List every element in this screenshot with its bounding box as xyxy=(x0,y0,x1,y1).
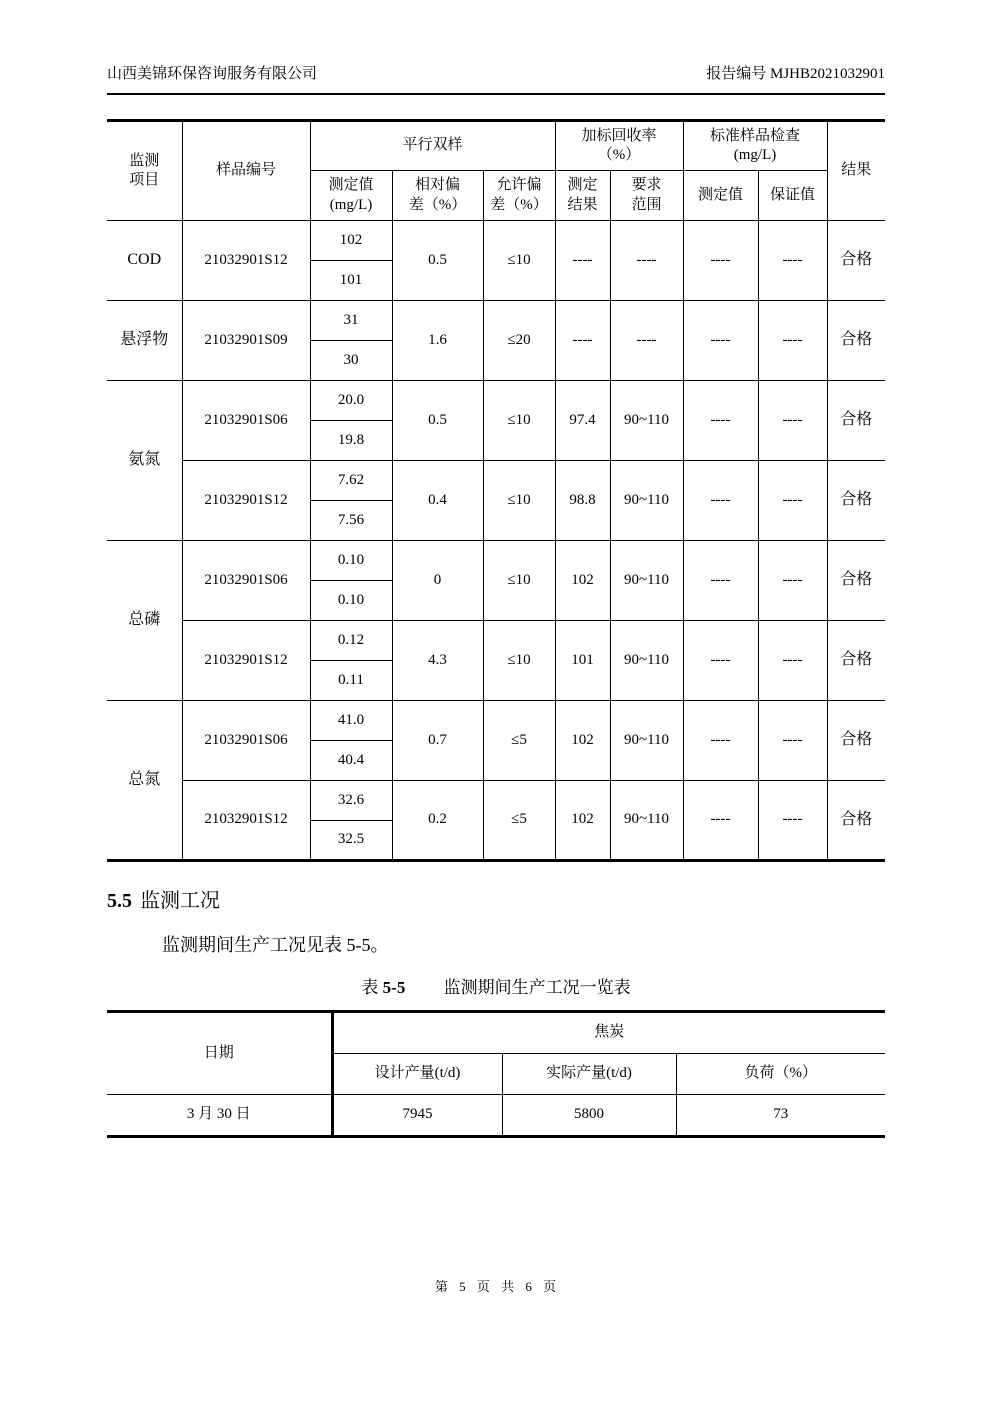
qa-item-cod: COD xyxy=(107,221,182,301)
production-table xyxy=(107,1010,885,1138)
table-caption xyxy=(107,973,885,998)
prod-header-design: 设计产量(t/d) xyxy=(332,1054,502,1095)
qa-relative-deviation: 0.4 xyxy=(392,461,483,541)
qa-allowed-deviation: ≤10 xyxy=(483,221,555,301)
qa-recovery-range: 90~110 xyxy=(610,541,683,621)
qa-std-guaranteed: ---- xyxy=(758,301,827,381)
qa-sample-no: 21032901S12 xyxy=(182,621,310,701)
prod-date: 3 月 30 日 xyxy=(107,1095,332,1137)
qa-item-ss: 悬浮物 xyxy=(107,301,182,381)
qa-table xyxy=(107,119,885,862)
qa-value-1: 0.12 xyxy=(310,621,392,661)
prod-load-value: 73 xyxy=(676,1095,885,1137)
qa-allowed-deviation: ≤10 xyxy=(483,381,555,461)
qa-value-2: 0.10 xyxy=(310,581,392,621)
qa-item-tp: 总磷 xyxy=(107,541,182,701)
prod-header-load: 负荷（%） xyxy=(676,1054,885,1095)
qa-recovery-result: 102 xyxy=(555,541,610,621)
qa-std-guaranteed: ---- xyxy=(758,461,827,541)
qa-sample-no: 21032901S12 xyxy=(182,781,310,861)
qa-allowed-deviation: ≤5 xyxy=(483,781,555,861)
qa-header-measured-value: 测定值 (mg/L) xyxy=(310,171,392,221)
qa-sample-no: 21032901S06 xyxy=(182,701,310,781)
qa-recovery-range: 90~110 xyxy=(610,461,683,541)
qa-value-2: 30 xyxy=(310,341,392,381)
qa-recovery-result: 101 xyxy=(555,621,610,701)
qa-recovery-result: 102 xyxy=(555,781,610,861)
qa-value-1: 31 xyxy=(310,301,392,341)
qa-sample-no: 21032901S09 xyxy=(182,301,310,381)
qa-row xyxy=(107,221,885,261)
qa-row xyxy=(107,541,885,581)
qa-row xyxy=(107,381,885,421)
qa-value-1: 20.0 xyxy=(310,381,392,421)
qa-std-measured: ---- xyxy=(683,541,758,621)
qa-header-spike-recovery: 加标回收率 （%） xyxy=(555,121,683,171)
qa-result: 合格 xyxy=(827,301,885,381)
qa-relative-deviation: 0.5 xyxy=(392,381,483,461)
qa-relative-deviation: 0.2 xyxy=(392,781,483,861)
report-number: 报告编号 MJHB2021032901 xyxy=(706,66,885,82)
qa-value-2: 101 xyxy=(310,261,392,301)
qa-std-measured: ---- xyxy=(683,381,758,461)
qa-std-guaranteed: ---- xyxy=(758,381,827,461)
qa-std-measured: ---- xyxy=(683,301,758,381)
company-name: 山西美锦环保咨询服务有限公司 xyxy=(107,66,318,82)
qa-value-1: 102 xyxy=(310,221,392,261)
caption-title: 监测期间生产工况一览表 xyxy=(443,978,631,997)
qa-row xyxy=(107,621,885,661)
qa-sample-no: 21032901S06 xyxy=(182,541,310,621)
qa-sample-no: 21032901S06 xyxy=(182,381,310,461)
qa-allowed-deviation: ≤10 xyxy=(483,461,555,541)
prod-data-row xyxy=(107,1095,885,1137)
caption-prefix: 表 xyxy=(361,978,379,997)
qa-value-1: 0.10 xyxy=(310,541,392,581)
section-heading xyxy=(107,884,885,913)
prod-header-actual: 实际产量(t/d) xyxy=(502,1054,676,1095)
qa-recovery-result: 102 xyxy=(555,701,610,781)
qa-recovery-range: 90~110 xyxy=(610,621,683,701)
qa-std-guaranteed: ---- xyxy=(758,621,827,701)
qa-result: 合格 xyxy=(827,701,885,781)
qa-result: 合格 xyxy=(827,781,885,861)
qa-std-guaranteed: ---- xyxy=(758,541,827,621)
qa-std-measured: ---- xyxy=(683,221,758,301)
qa-relative-deviation: 0 xyxy=(392,541,483,621)
qa-result: 合格 xyxy=(827,621,885,701)
qa-header-std-measured: 测定值 xyxy=(683,171,758,221)
prod-header-coke: 焦炭 xyxy=(332,1012,885,1054)
qa-header-parallel: 平行双样 xyxy=(310,121,555,171)
qa-row xyxy=(107,701,885,741)
qa-header-std-check: 标准样品检查 (mg/L) xyxy=(683,121,827,171)
qa-value-2: 32.5 xyxy=(310,821,392,861)
qa-std-guaranteed: ---- xyxy=(758,221,827,301)
qa-value-1: 32.6 xyxy=(310,781,392,821)
qa-relative-deviation: 1.6 xyxy=(392,301,483,381)
qa-item-nh3n: 氨氮 xyxy=(107,381,182,541)
prod-header-row-1 xyxy=(107,1012,885,1054)
section-paragraph: 监测期间生产工况见表 5-5。 xyxy=(162,935,389,955)
qa-item-tn: 总氮 xyxy=(107,701,182,861)
qa-row xyxy=(107,461,885,501)
qa-value-1: 41.0 xyxy=(310,701,392,741)
qa-std-measured: ---- xyxy=(683,621,758,701)
qa-relative-deviation: 0.7 xyxy=(392,701,483,781)
section-number: 5.5 xyxy=(107,890,132,912)
qa-result: 合格 xyxy=(827,461,885,541)
qa-header-relative-deviation: 相对偏 差（%） xyxy=(392,171,483,221)
qa-relative-deviation: 0.5 xyxy=(392,221,483,301)
qa-recovery-range: ---- xyxy=(610,221,683,301)
qa-std-guaranteed: ---- xyxy=(758,701,827,781)
qa-result: 合格 xyxy=(827,221,885,301)
qa-recovery-range: 90~110 xyxy=(610,701,683,781)
qa-recovery-range: 90~110 xyxy=(610,781,683,861)
qa-recovery-range: ---- xyxy=(610,301,683,381)
prod-header-date: 日期 xyxy=(107,1012,332,1095)
qa-std-guaranteed: ---- xyxy=(758,781,827,861)
document-header xyxy=(107,62,885,95)
qa-value-1: 7.62 xyxy=(310,461,392,501)
qa-recovery-range: 90~110 xyxy=(610,381,683,461)
page-content xyxy=(107,62,885,1138)
qa-value-2: 0.11 xyxy=(310,661,392,701)
qa-row xyxy=(107,781,885,821)
qa-allowed-deviation: ≤5 xyxy=(483,701,555,781)
qa-header-allowed-deviation: 允许偏 差（%） xyxy=(483,171,555,221)
qa-sample-no: 21032901S12 xyxy=(182,461,310,541)
qa-header-sample-no: 样品编号 xyxy=(182,121,310,221)
qa-value-2: 19.8 xyxy=(310,421,392,461)
qa-sample-no: 21032901S12 xyxy=(182,221,310,301)
qa-result: 合格 xyxy=(827,541,885,621)
qa-std-measured: ---- xyxy=(683,461,758,541)
qa-result: 合格 xyxy=(827,381,885,461)
qa-recovery-result: ---- xyxy=(555,301,610,381)
page-number: 第 5 页 共 6 页 xyxy=(434,1279,558,1294)
qa-std-measured: ---- xyxy=(683,701,758,781)
qa-header-item: 监测 项目 xyxy=(107,121,182,221)
qa-recovery-result: 97.4 xyxy=(555,381,610,461)
section-title: 监测工况 xyxy=(140,890,220,912)
qa-header-row-1 xyxy=(107,121,885,171)
qa-recovery-result: 98.8 xyxy=(555,461,610,541)
qa-std-measured: ---- xyxy=(683,781,758,861)
qa-header-recovery-range: 要求 范围 xyxy=(610,171,683,221)
qa-allowed-deviation: ≤20 xyxy=(483,301,555,381)
qa-header-std-guaranteed: 保证值 xyxy=(758,171,827,221)
qa-allowed-deviation: ≤10 xyxy=(483,541,555,621)
qa-value-2: 7.56 xyxy=(310,501,392,541)
qa-row xyxy=(107,301,885,341)
caption-number: 5-5 xyxy=(382,978,406,997)
qa-header-result: 结果 xyxy=(827,121,885,221)
prod-design-value: 7945 xyxy=(332,1095,502,1137)
qa-allowed-deviation: ≤10 xyxy=(483,621,555,701)
qa-header-recovery-result: 测定 结果 xyxy=(555,171,610,221)
qa-recovery-result: ---- xyxy=(555,221,610,301)
qa-relative-deviation: 4.3 xyxy=(392,621,483,701)
prod-actual-value: 5800 xyxy=(502,1095,676,1137)
qa-value-2: 40.4 xyxy=(310,741,392,781)
